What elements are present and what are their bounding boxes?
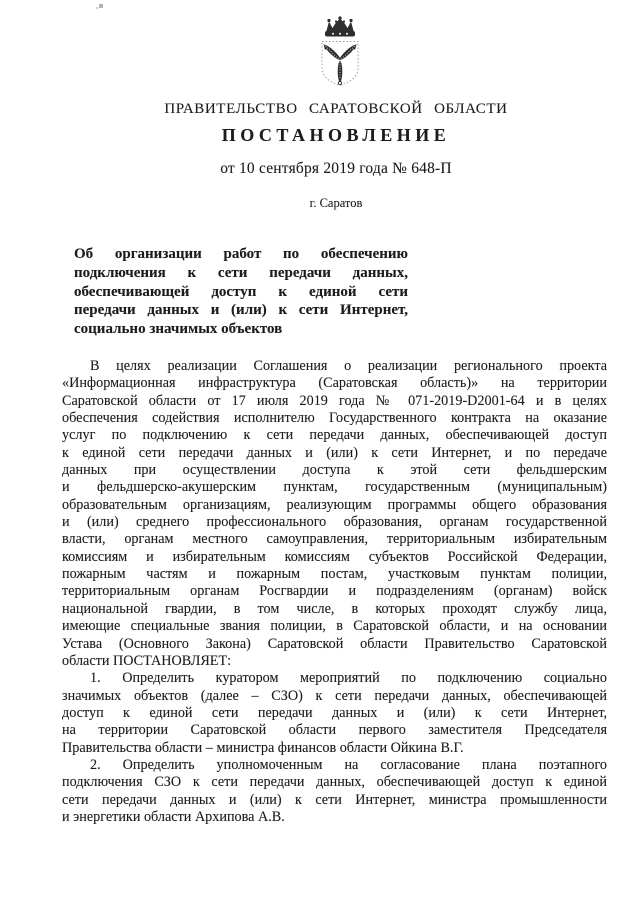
text-line: обеспечения содействия исполнителю Государственного контракта на оказание — [62, 410, 607, 427]
text-line: и (или) среднего профессионального образования, органам государственной — [62, 514, 607, 531]
text-line: Саратовской области от 17 июля 2019 года № 071-2019-D2001-64 и в целях — [62, 392, 607, 409]
document-subject — [74, 245, 408, 339]
paragraph — [62, 358, 607, 670]
text-line: и фельдшерско-акушерским пунктам, государственным (муниципальным) — [62, 479, 607, 496]
text-line: значимых объектов (далее – СЗО) к сети передачи данных, обеспечивающей — [62, 687, 607, 704]
scan-speck — [96, 7, 98, 9]
text-line: сети передачи данных и (или) к сети Интернет, министра промышленности — [62, 791, 607, 808]
text-line: имеющие специальные звания полиции, в Саратовской области, и на основании — [62, 618, 607, 635]
text-line: подключения к сети передачи данных, — [74, 264, 408, 281]
document-type-title: ПОСТАНОВЛЕНИЕ — [221, 125, 451, 145]
text-line: на территории Саратовской области первого заместителя Председателя — [62, 722, 607, 739]
text-line: услуг по подключению к сети передачи данных, обеспечивающей доступ — [62, 427, 607, 444]
text-line: области ПОСТАНОВЛЯЕТ: — [62, 652, 232, 669]
text-line: данных при осуществлении доступа к этой сети фельдшерским — [62, 462, 607, 479]
document-body — [62, 358, 607, 826]
text-line: социально значимых объектов — [74, 321, 283, 338]
coat-of-arms-saratov-icon — [316, 15, 364, 88]
text-line: образовательным организациям, реализующим программы общего образования — [62, 496, 607, 513]
text-line: пожарным частям и пожарным постам, участковым пунктам полиции, — [62, 566, 607, 583]
date-and-number: от 10 сентября 2019 года № 648-П — [220, 160, 452, 177]
text-line: и энергетики области Архипова А.В. — [62, 808, 285, 825]
text-line: передачи данных и (или) к сети Интернет, — [74, 302, 408, 319]
text-line: территориальным органам Росгвардии и подразделениям (органам) войск — [62, 583, 607, 600]
text-line: Устава (Основного Закона) Саратовской области Правительство Саратовской — [62, 635, 607, 652]
text-line: 1. Определить куратором мероприятий по подключению социально — [90, 670, 607, 687]
text-line: доступ к единой сети передачи данных и (или) к сети Интернет, — [62, 704, 607, 721]
paragraph — [62, 757, 607, 826]
paragraph — [62, 670, 607, 757]
text-line: В целях реализации Соглашения о реализации регионального проекта — [90, 358, 607, 374]
text-line: Правительства области – министра финансов области Ойкина В.Г. — [62, 739, 464, 756]
place-of-issue: г. Саратов — [309, 196, 363, 210]
issuing-authority: ПРАВИТЕЛЬСТВО САРАТОВСКОЙ ОБЛАСТИ — [164, 101, 508, 117]
text-line: Об организации работ по обеспечению — [74, 246, 408, 262]
scan-speck — [99, 4, 103, 8]
text-line: национальной гвардии, в том числе, в которых проходят службу лица, — [62, 600, 607, 617]
text-line: обеспечивающей доступ к единой сети — [74, 283, 408, 300]
text-line: к единой сети передачи данных и (или) к сети Интернет, и по передаче — [62, 444, 607, 461]
text-line: комиссиям и избирательным комиссиям субъектов Российской Федерации, — [62, 548, 607, 565]
text-line: подключения СЗО к сети передачи данных, обеспечивающей доступ к единой — [62, 774, 607, 791]
text-line: власти, органам местного самоуправления, территориальным избирательным — [62, 531, 607, 548]
text-line: «Информационная инфраструктура (Саратовская область)» на территории — [62, 375, 607, 392]
text-line: 2. Определить уполномоченным на согласование плана поэтапного — [90, 756, 607, 773]
